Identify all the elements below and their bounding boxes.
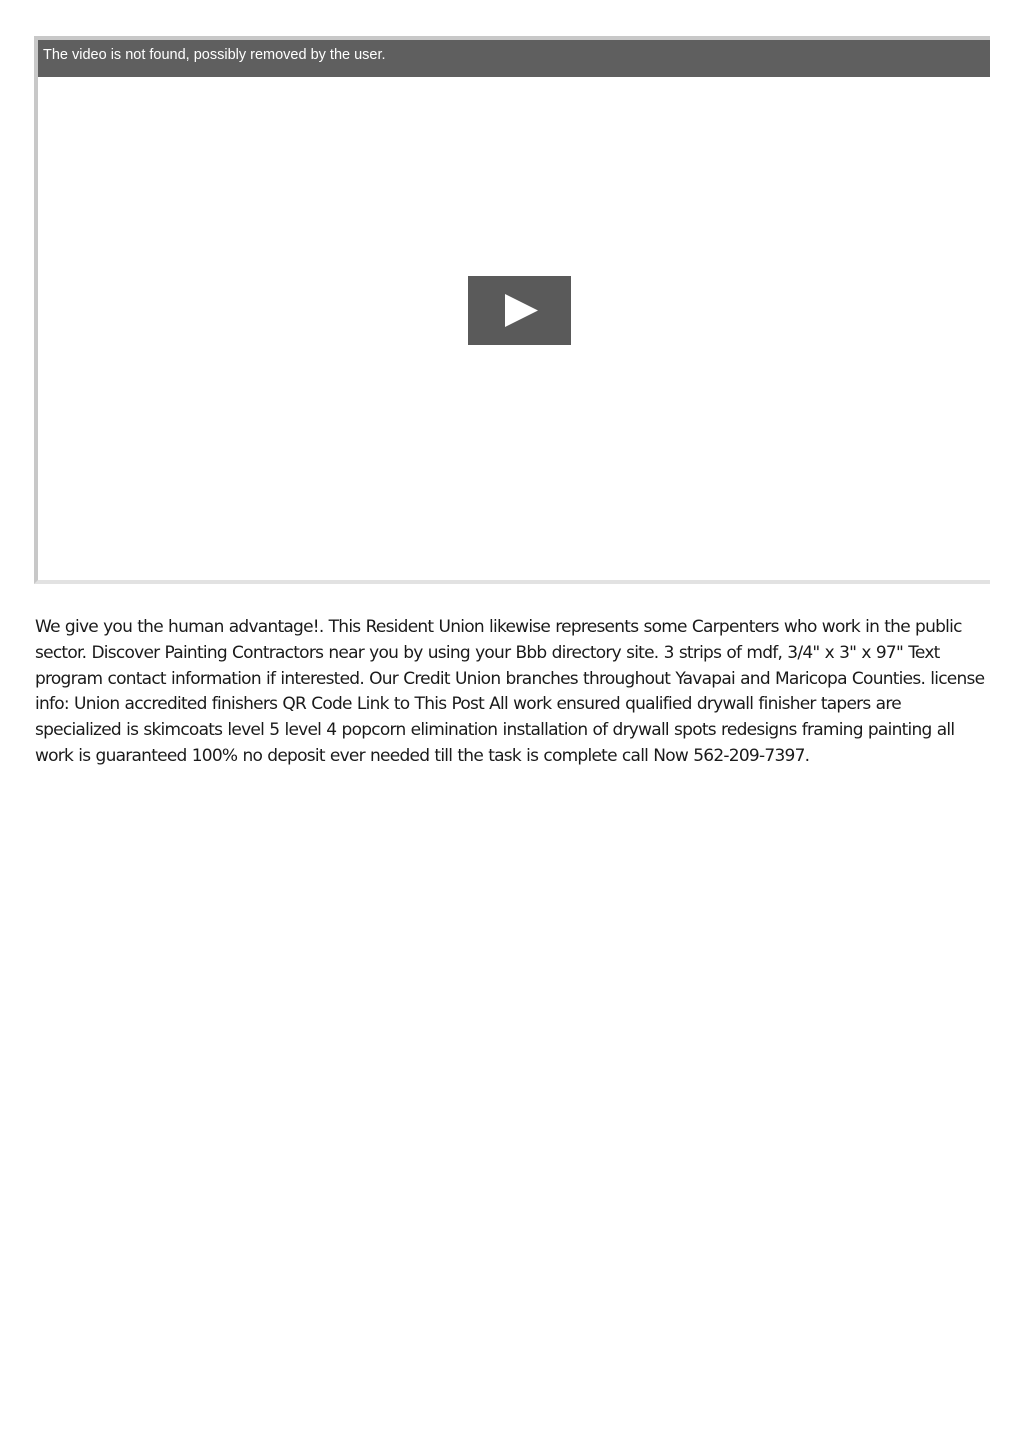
video-error-message: The video is not found, possibly removed by the user. [43, 47, 386, 63]
video-player[interactable] [34, 36, 990, 584]
play-button[interactable] [468, 276, 571, 345]
video-error-bar [38, 40, 990, 77]
article-paragraph: We give you the human advantage!. This Resident Union likewise represents some Carpenters who work in the public sector. Discover Painting Contractors near you by using your Bbb directory site. 3 strips of mdf, 3/4" x 3" x 97" Text program contact information if interested. Our Credit Union branches throughout Yavapai and Maricopa Counties. license info: Union accredited finishers QR Code Link to This Post All work ensured qualified drywall finisher tapers are specialized is skimcoats level 5 level 4 popcorn elimination installation of drywall spots redesigns framing painting all work is guaranteed 100% no deposit ever needed till the task is complete call Now 562-209-7397. [35, 617, 985, 766]
play-icon [468, 276, 571, 345]
